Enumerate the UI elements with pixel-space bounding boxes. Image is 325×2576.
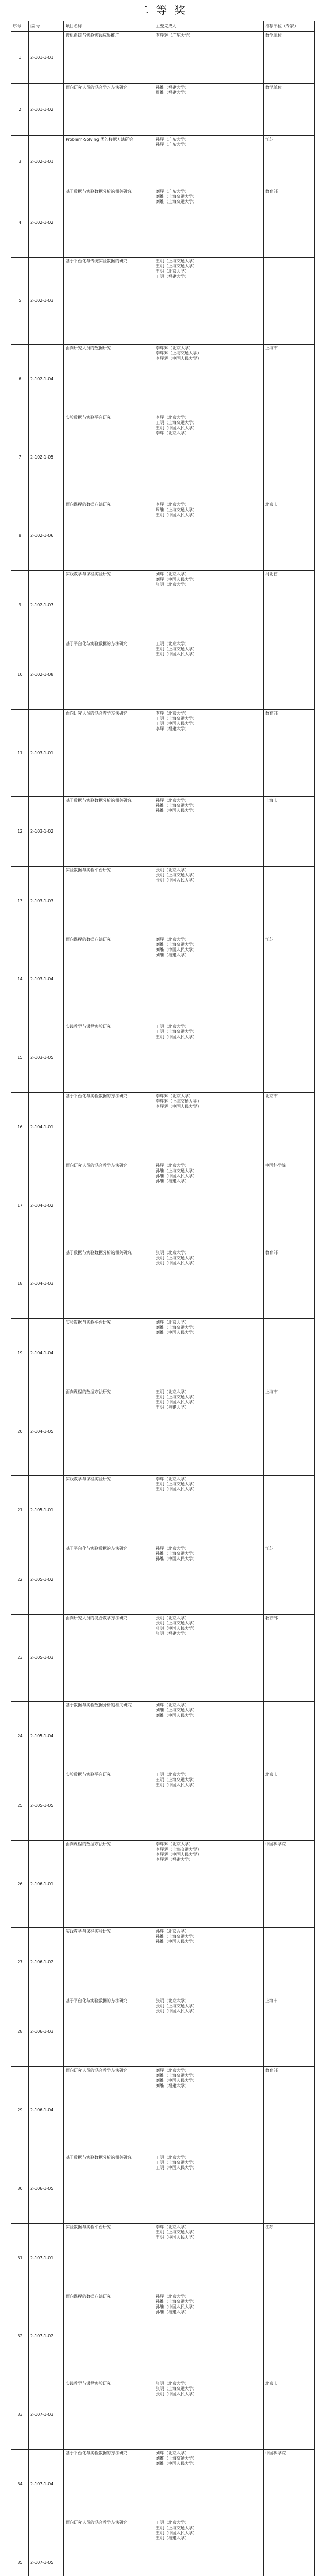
row-people: 刘辉（北京大学） 刘维（上海交通大学） 刘维（中国人民大学） 刘维（福建大学） xyxy=(154,936,264,1023)
row-code: 2-102-1-08 xyxy=(29,640,64,710)
table-row xyxy=(11,1319,315,1388)
table-row xyxy=(11,640,315,710)
row-project-name: 实践教学与课程实验研究 xyxy=(64,571,154,640)
table-row xyxy=(11,2224,315,2293)
row-unit: 上海市 xyxy=(264,1388,315,1476)
row-unit: 中国科学院 xyxy=(264,1841,315,1928)
row-number: 16 xyxy=(11,1093,29,1162)
row-project-name: 面向研究人员的混合教学方法研究 xyxy=(64,1615,154,1702)
row-project-name: 实验数据与实验平台研究 xyxy=(64,2224,154,2293)
row-code: 2-107-1-01 xyxy=(29,2224,64,2293)
row-unit: 教育部 xyxy=(264,1249,315,1319)
row-number: 7 xyxy=(11,414,29,501)
row-project-name: 基于平台化与实验数据的方法研究 xyxy=(64,1093,154,1162)
row-people: 张明（北京大学） 张明（上海交通大学） 张明（中国人民大学） xyxy=(154,867,264,936)
row-number: 13 xyxy=(11,867,29,936)
table-row xyxy=(11,345,315,414)
table-row xyxy=(11,797,315,867)
row-project-name: 实践教学与课程实验研究 xyxy=(64,1928,154,1997)
column-header-people: 主要完成人 xyxy=(154,21,264,32)
row-code: 2-104-1-01 xyxy=(29,1093,64,1162)
page-title: 二 等 奖 xyxy=(137,4,188,16)
row-number: 8 xyxy=(11,501,29,571)
row-people: 李辉辉（广东大学） xyxy=(154,32,264,84)
column-header-unit: 推荐单位（专家） xyxy=(264,21,315,32)
row-unit: 中国科学院 xyxy=(264,2450,315,2519)
row-people: 王明（上海交通大学） 王明（上海交通大学） 王明（北京大学） 王明（福建大学） xyxy=(154,258,264,345)
row-unit xyxy=(264,2293,315,2380)
table-row xyxy=(11,2154,315,2224)
table-row xyxy=(11,1476,315,1545)
row-number: 6 xyxy=(11,345,29,414)
row-unit: 北京市 xyxy=(264,1093,315,1162)
row-project-name: 面向研究人员的数据研究 xyxy=(64,345,154,414)
row-project-name: 实践教学与课程实验研究 xyxy=(64,2380,154,2450)
column-header-project: 项目名称 xyxy=(64,21,154,32)
row-code: 2-107-1-04 xyxy=(29,2450,64,2519)
row-number: 19 xyxy=(11,1319,29,1388)
table-row xyxy=(11,188,315,258)
row-unit: 上海市 xyxy=(264,345,315,414)
row-people: 张明（北京大学） 张明（上海交通大学） 张明（中国人民大学） xyxy=(154,2380,264,2450)
table-row xyxy=(11,414,315,501)
row-number: 20 xyxy=(11,1388,29,1476)
row-people: 李辉（北京大学） 王明（上海交通大学） 王明（中国人民大学） 李辉（福建大学） xyxy=(154,710,264,797)
row-project-name: 基于数据与实验数据分析的相关研究 xyxy=(64,2154,154,2224)
row-unit: 北京市 xyxy=(264,2380,315,2450)
row-number: 10 xyxy=(11,640,29,710)
row-project-name: 面向课程的数据方法研究 xyxy=(64,501,154,571)
row-code: 2-107-1-03 xyxy=(29,2380,64,2450)
row-number: 28 xyxy=(11,1997,29,2067)
row-code: 2-102-1-05 xyxy=(29,414,64,501)
row-code: 2-105-1-01 xyxy=(29,1476,64,1545)
row-people: 李辉（北京大学） 周维（上海交通大学） 王明（中国人民大学） xyxy=(154,501,264,571)
row-code: 2-103-1-05 xyxy=(29,1023,64,1093)
row-people: 李辉（北京大学） 王明（上海交通大学） 王明（中国人民大学） xyxy=(154,2224,264,2293)
row-unit: 北京市 xyxy=(264,1771,315,1841)
row-number: 31 xyxy=(11,2224,29,2293)
row-number: 17 xyxy=(11,1162,29,1249)
row-people: 刘辉（北京大学） 刘维（上海交通大学） 刘维（中国人民大学） xyxy=(154,1319,264,1388)
row-people: 李辉辉（北京大学） 李辉辉（上海交通大学） 李辉辉（中国人民大学） xyxy=(154,345,264,414)
table-row xyxy=(11,2450,315,2519)
row-project-name: 实验数据与实验平台研究 xyxy=(64,1771,154,1841)
row-code: 2-106-1-04 xyxy=(29,2067,64,2154)
row-people: 刘辉（北京大学） 刘维（上海交通大学） 刘维（中国人民大学） xyxy=(154,2450,264,2519)
row-project-name: 基于数据与实验数据分析的相关研究 xyxy=(64,797,154,867)
row-unit xyxy=(264,1476,315,1545)
row-people: 刘辉（北京大学） 刘维（上海交通大学） 刘维（中国人民大学） 刘维（福建大学） xyxy=(154,2067,264,2154)
row-number: 4 xyxy=(11,188,29,258)
table-row xyxy=(11,2293,315,2380)
row-code: 2-101-1-02 xyxy=(29,84,64,136)
row-number: 35 xyxy=(11,2519,29,2576)
row-people: 李辉（北京大学） 王明（上海交通大学） 王明（中国人民大学） xyxy=(154,1476,264,1545)
row-unit: 北京市 xyxy=(264,501,315,571)
row-project-name: 面向课程的数据方法研究 xyxy=(64,2293,154,2380)
row-code: 2-102-1-06 xyxy=(29,501,64,571)
row-people: 王明（北京大学） 王明（上海交通大学） 王明（中国人民大学） 王明（福建大学） xyxy=(154,2519,264,2576)
row-number: 3 xyxy=(11,136,29,188)
row-project-name: 面向研究人员的混合教学方法研究 xyxy=(64,2519,154,2576)
column-header-no: 序号 xyxy=(11,21,29,32)
row-number: 27 xyxy=(11,1928,29,1997)
row-project-name: 面向研究人员的混合学习方法研究 xyxy=(64,84,154,136)
row-unit: 中国科学院 xyxy=(264,1162,315,1249)
table-row xyxy=(11,1023,315,1093)
row-code: 2-106-1-05 xyxy=(29,2154,64,2224)
table-row xyxy=(11,136,315,188)
table-row xyxy=(11,1388,315,1476)
table-row xyxy=(11,258,315,345)
table-row xyxy=(11,1249,315,1319)
table-row xyxy=(11,1545,315,1615)
table-body xyxy=(11,32,315,2576)
row-people: 王明（北京大学） 王明（上海交通大学） 王明（中国人民大学） xyxy=(154,2154,264,2224)
table-row xyxy=(11,1841,315,1928)
row-code: 2-102-1-02 xyxy=(29,188,64,258)
table-row xyxy=(11,1771,315,1841)
row-number: 33 xyxy=(11,2380,29,2450)
row-project-name: 面向课程的数据方法研究 xyxy=(64,1841,154,1928)
table-row xyxy=(11,1997,315,2067)
row-unit xyxy=(264,2519,315,2576)
row-people: 刘辉（北京大学） 刘辉（中国人民大学） 张明（北京大学） xyxy=(154,571,264,640)
row-code: 2-104-1-03 xyxy=(29,1249,64,1319)
row-unit: 河北省 xyxy=(264,571,315,640)
row-number: 32 xyxy=(11,2293,29,2380)
row-project-name: 实践教学与课程实验研究 xyxy=(64,1023,154,1093)
row-people: 王明（北京大学） 王明（上海交通大学） 王明（中国人民大学） xyxy=(154,1023,264,1093)
row-number: 12 xyxy=(11,797,29,867)
row-number: 22 xyxy=(11,1545,29,1615)
row-unit: 教育部 xyxy=(264,2067,315,2154)
row-code: 2-103-1-04 xyxy=(29,936,64,1023)
table-row xyxy=(11,2380,315,2450)
row-people: 孙辉（北京大学） 孙维（上海交通大学） 孙维（中国人民大学） xyxy=(154,797,264,867)
row-unit: 教育部 xyxy=(264,710,315,797)
row-people: 孙辉（北京大学） 孙维（上海交通大学） 孙维（中国人民大学） xyxy=(154,1928,264,1997)
row-project-name: 基于平台化与传统实验数据的研究 xyxy=(64,258,154,345)
row-people: 王明（北京大学） 王明（上海交通大学） 王明（中国人民大学） xyxy=(154,1771,264,1841)
column-header-code: 编 号 xyxy=(29,21,64,32)
row-number: 24 xyxy=(11,1702,29,1771)
row-code: 2-105-1-02 xyxy=(29,1545,64,1615)
row-unit xyxy=(264,640,315,710)
table-row xyxy=(11,501,315,571)
row-project-name: 面向研究人员的混合教学方法研究 xyxy=(64,710,154,797)
row-number: 25 xyxy=(11,1771,29,1841)
row-code: 2-104-1-04 xyxy=(29,1319,64,1388)
table-row xyxy=(11,867,315,936)
row-people: 孙辉（北京大学） 孙维（上海交通大学） 孙维（中国人民大学） 孙维（福建大学） xyxy=(154,1162,264,1249)
row-project-name: 微机系统与实验实践成果推广 xyxy=(64,32,154,84)
table-row xyxy=(11,1615,315,1702)
row-unit xyxy=(264,2154,315,2224)
row-number: 29 xyxy=(11,2067,29,2154)
table-row xyxy=(11,1162,315,1249)
row-code: 2-105-1-05 xyxy=(29,1771,64,1841)
row-people: 刘辉（广东大学） 刘维（上海交通大学） 刘维（上海交通大学） xyxy=(154,188,264,258)
row-project-name: 基于平台化与实验数据的方法研究 xyxy=(64,2450,154,2519)
row-code: 2-104-1-05 xyxy=(29,1388,64,1476)
row-people: 李辉辉（北京大学） 李辉辉（上海交通大学） 李辉辉（中国人民大学） xyxy=(154,1093,264,1162)
table-row xyxy=(11,1928,315,1997)
row-number: 9 xyxy=(11,571,29,640)
row-people: 刘辉（北京大学） 刘维（上海交通大学） 刘维（中国人民大学） xyxy=(154,1702,264,1771)
row-people: 王明（北京大学） 王明（上海交通大学） 王明（中国人民大学） 王明（福建大学） xyxy=(154,1388,264,1476)
row-project-name: 基于数据与实验数据分析的相关研究 xyxy=(64,1702,154,1771)
row-number: 15 xyxy=(11,1023,29,1093)
table-row xyxy=(11,571,315,640)
table-row xyxy=(11,1702,315,1771)
row-code: 2-102-1-03 xyxy=(29,258,64,345)
row-unit: 教学单位 xyxy=(264,32,315,84)
row-unit: 教育部 xyxy=(264,188,315,258)
row-code: 2-104-1-02 xyxy=(29,1162,64,1249)
row-project-name: 面向课程的数据方法研究 xyxy=(64,936,154,1023)
row-number: 34 xyxy=(11,2450,29,2519)
row-unit xyxy=(264,258,315,345)
row-unit xyxy=(264,1702,315,1771)
row-code: 2-102-1-04 xyxy=(29,345,64,414)
row-number: 1 xyxy=(11,32,29,84)
row-people: 李辉（北京大学） 王明（上海交通大学） 王明（中国人民大学） 李辉（北京大学） xyxy=(154,414,264,501)
row-number: 23 xyxy=(11,1615,29,1702)
row-project-name: 实验数据与实验平台研究 xyxy=(64,867,154,936)
row-project-name: 基于平台化与实验数据的方法研究 xyxy=(64,1545,154,1615)
row-project-name: 实验数据与实验平台研究 xyxy=(64,1319,154,1388)
row-code: 2-102-1-01 xyxy=(29,136,64,188)
row-unit xyxy=(264,1023,315,1093)
row-code: 2-105-1-04 xyxy=(29,1702,64,1771)
row-number: 21 xyxy=(11,1476,29,1545)
table-row xyxy=(11,936,315,1023)
row-unit: 上海市 xyxy=(264,1997,315,2067)
table-row xyxy=(11,2067,315,2154)
row-project-name: 基于数据与实验数据分析的相关研究 xyxy=(64,1249,154,1319)
row-people: 张明（北京大学） 张明（上海交通大学） 张明（中国人民大学） xyxy=(154,1997,264,2067)
row-unit xyxy=(264,1928,315,1997)
row-project-name: 面向研究人员的混合教学方法研究 xyxy=(64,1162,154,1249)
row-project-name: Problem-Solving 类的数据方法研究 xyxy=(64,136,154,188)
row-code: 2-103-1-01 xyxy=(29,710,64,797)
row-project-name: 基于平台化与实验数据的方法研究 xyxy=(64,1997,154,2067)
row-unit xyxy=(264,414,315,501)
row-code: 2-103-1-03 xyxy=(29,867,64,936)
row-unit: 上海市 xyxy=(264,797,315,867)
row-project-name: 基于平台化与实验数据的方法研究 xyxy=(64,640,154,710)
row-number: 26 xyxy=(11,1841,29,1928)
row-number: 11 xyxy=(11,710,29,797)
row-people: 孙辉（北京大学） 孙维（上海交通大学） 孙维（中国人民大学） xyxy=(154,1545,264,1615)
row-code: 2-107-1-05 xyxy=(29,2519,64,2576)
row-code: 2-105-1-03 xyxy=(29,1615,64,1702)
row-number: 2 xyxy=(11,84,29,136)
row-code: 2-106-1-02 xyxy=(29,1928,64,1997)
row-project-name: 面向研究人员的混合教学方法研究 xyxy=(64,2067,154,2154)
table-row xyxy=(11,2519,315,2576)
row-people: 张明（北京大学） 张明（上海交通大学） 张明（中国人民大学） 张明（福建大学） xyxy=(154,1615,264,1702)
row-people: 孙辉（广东大学） 孙辉（广东大学） xyxy=(154,136,264,188)
row-project-name: 面向课程的数据方法研究 xyxy=(64,1388,154,1476)
row-unit xyxy=(264,1319,315,1388)
row-project-name: 实践教学与课程实验研究 xyxy=(64,1476,154,1545)
row-unit: 江苏 xyxy=(264,1545,315,1615)
row-number: 18 xyxy=(11,1249,29,1319)
award-table xyxy=(11,21,315,2576)
table-row xyxy=(11,1093,315,1162)
row-code: 2-102-1-07 xyxy=(29,571,64,640)
row-code: 2-107-1-02 xyxy=(29,2293,64,2380)
row-unit: 江苏 xyxy=(264,136,315,188)
row-unit xyxy=(264,867,315,936)
row-number: 30 xyxy=(11,2154,29,2224)
table-row xyxy=(11,710,315,797)
row-project-name: 基于数据与实验数据分析的相关研究 xyxy=(64,188,154,258)
row-code: 2-103-1-02 xyxy=(29,797,64,867)
row-code: 2-101-1-01 xyxy=(29,32,64,84)
table-row xyxy=(11,84,315,136)
row-unit: 江苏 xyxy=(264,2224,315,2293)
row-people: 张明（北京大学） 张明（上海交通大学） 张明（中国人民大学） xyxy=(154,1249,264,1319)
row-code: 2-106-1-01 xyxy=(29,1841,64,1928)
row-project-name: 实验数据与实验平台研究 xyxy=(64,414,154,501)
row-people: 李辉辉（北京大学） 李辉辉（上海交通大学） 李辉辉（中国人民大学） 李辉辉（福建大学） xyxy=(154,1841,264,1928)
row-people: 孙维（福建大学） 周维（福建大学） xyxy=(154,84,264,136)
row-unit: 教学单位 xyxy=(264,84,315,136)
row-code: 2-106-1-03 xyxy=(29,1997,64,2067)
row-number: 5 xyxy=(11,258,29,345)
table-row xyxy=(11,32,315,84)
row-unit: 江苏 xyxy=(264,936,315,1023)
row-people: 王明（北京大学） 王明（上海交通大学） 王明（中国人民大学） xyxy=(154,640,264,710)
table-header-row xyxy=(11,21,315,32)
row-people: 孙辉（北京大学） 孙维（上海交通大学） 孙维（中国人民大学） 孙维（福建大学） xyxy=(154,2293,264,2380)
row-unit: 教育部 xyxy=(264,1615,315,1702)
row-number: 14 xyxy=(11,936,29,1023)
